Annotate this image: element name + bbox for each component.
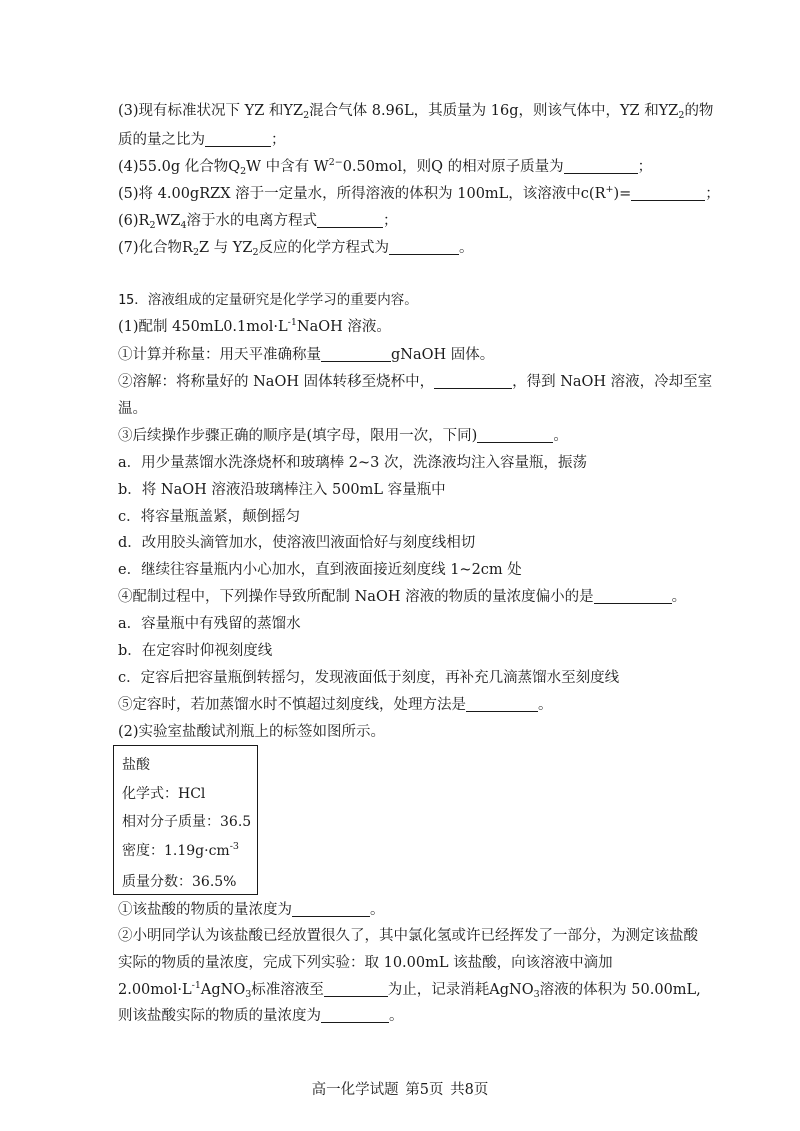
subscript: 2: [252, 247, 259, 258]
q15-result2-line3: [118, 980, 701, 1000]
text: ③后续操作步骤正确的顺序是(填字母，限用一次，下同): [118, 428, 478, 444]
answer-blank[interactable]: [321, 1006, 389, 1023]
text: 溶于水的电离方程式: [186, 213, 318, 229]
text: ⑤定容时，若加蒸馏水时不慎超过刻度线，处理方法是: [118, 697, 466, 713]
label-molar-mass: 相对分子质量：36.5: [122, 814, 252, 830]
q15-title: 15．溶液组成的定量研究是化学学习的重要内容。: [118, 292, 418, 308]
text: WZ: [155, 213, 181, 229]
q15-option-a: a．用少量蒸馏水洗涤烧杯和玻璃棒 2~3 次，洗涤液均注入容量瓶，振荡: [118, 455, 587, 471]
q15-part1: [118, 317, 391, 337]
answer-blank[interactable]: [321, 345, 391, 362]
text: ；: [383, 213, 398, 229]
footer-course: 高一化学试题: [311, 1082, 399, 1098]
answer-blank[interactable]: [466, 695, 538, 712]
text: ①计算并称量：用天平准确称量: [118, 347, 321, 363]
footer-total-pages: 共8页: [450, 1082, 489, 1098]
text: 标准溶液至: [251, 982, 324, 998]
q15-option-c: c．将容量瓶盖紧，颠倒摇匀: [118, 509, 301, 525]
q15-step2-cont: 温。: [118, 401, 147, 417]
text: (1)配制 450mL0.1mol·L: [118, 319, 288, 335]
answer-blank[interactable]: [564, 157, 638, 174]
answer-blank[interactable]: [317, 211, 383, 228]
subscript: 2: [678, 110, 685, 121]
q14-part7: [118, 238, 474, 258]
text: ②溶解：将称量好的 NaOH 固体转移至烧杯中，: [118, 374, 435, 390]
q15-part2: (2)实验室盐酸试剂瓶上的标签如图所示。: [118, 724, 386, 740]
subscript: 3: [533, 989, 540, 1000]
q15-option-d: d．改用胶头滴管加水，使溶液凹液面恰好与刻度线相切: [118, 535, 476, 551]
text: 。: [671, 589, 687, 605]
answer-blank[interactable]: [205, 130, 271, 147]
text: 质的量之比为: [118, 132, 205, 148]
text: W 中含有 W: [246, 159, 329, 175]
label-density: [122, 841, 239, 861]
answer-blank[interactable]: [292, 900, 370, 917]
answer-blank[interactable]: [434, 372, 512, 389]
q15-option-e: e．继续往容量瓶内小心加水，直到液面接近刻度线 1~2cm 处: [118, 562, 522, 578]
q15-step4-option-c: c．定容后把容量瓶倒转摇匀，发现液面低于刻度，再补充几滴蒸馏水至刻度线: [118, 670, 620, 686]
subscript: 4: [180, 220, 187, 231]
superscript: 2−: [328, 157, 343, 168]
answer-blank[interactable]: [389, 238, 459, 255]
text: 。: [389, 1008, 404, 1024]
q15-step2: [118, 372, 712, 392]
text: (4)55.0g 化合物Q: [118, 159, 241, 175]
answer-blank[interactable]: [324, 980, 388, 997]
q14-part6: [118, 211, 398, 231]
text: )=: [613, 186, 632, 202]
text: AgNO: [200, 982, 246, 998]
q15-result2-line1: ②小明同学认为该盐酸已经放置很久了，其中氯化氢或许已经挥发了一部分，为测定该盐酸: [118, 928, 698, 944]
text: 。: [459, 240, 474, 256]
answer-blank[interactable]: [477, 426, 553, 443]
subscript: 3: [245, 989, 252, 1000]
text: 的物: [684, 103, 714, 119]
q15-result2-line2: 实际的物质的量浓度，完成下列实验：取 10.00mL 该盐酸，向该溶液中滴加: [118, 955, 613, 971]
q15-step5: [118, 695, 553, 715]
q15-step4-option-b: b．在定容时仰视刻度线: [118, 643, 273, 659]
label-formula: 化学式：HCl: [122, 786, 206, 802]
subscript: 2: [303, 110, 310, 121]
footer-page-number: 第5页: [405, 1082, 444, 1098]
text: 。: [538, 697, 553, 713]
page-footer: [0, 1080, 800, 1100]
subscript: 2: [149, 220, 156, 231]
text: 混合气体 8.96L，其质量为 16g，则该气体中，YZ 和YZ: [309, 103, 679, 119]
text: 为止，记录消耗AgNO: [387, 982, 534, 998]
superscript: -1: [191, 980, 201, 991]
text: Z 与 YZ: [199, 240, 253, 256]
q15-option-b: b．将 NaOH 溶液沿玻璃棒注入 500mL 容量瓶中: [118, 482, 446, 498]
q15-step4: [118, 587, 686, 607]
q14-part3-line2: [118, 130, 286, 150]
text: ；: [637, 159, 653, 175]
text: 溶液的体积为 50.00mL,: [539, 982, 701, 998]
text: (6)R: [118, 213, 150, 229]
superscript: +: [605, 184, 614, 195]
text: 反应的化学方程式为: [258, 240, 390, 256]
q15-result1: [118, 900, 385, 920]
text: 则该盐酸实际的物质的量浓度为: [118, 1008, 321, 1024]
q14-part5: [118, 184, 720, 204]
q15-step1: [118, 345, 494, 365]
superscript: -3: [229, 841, 239, 852]
text: NaOH 溶液。: [296, 319, 391, 335]
q15-step4-option-a: a．容量瓶中有残留的蒸馏水: [118, 616, 301, 632]
text: ；: [271, 132, 286, 148]
text: (7)化合物R: [118, 240, 193, 256]
reagent-label-box: [113, 745, 258, 895]
q14-part4: [118, 157, 652, 177]
text: 密度：1.19g·cm: [122, 843, 230, 859]
text: ；: [705, 186, 720, 202]
label-mass-fraction: 质量分数：36.5%: [122, 874, 237, 890]
text: ①该盐酸的物质的量浓度为: [118, 902, 292, 918]
q14-part3-line1: [118, 101, 713, 121]
text: ④配制过程中，下列操作导致所配制 NaOH 溶液的物质的量浓度偏小的是: [118, 589, 594, 605]
answer-blank[interactable]: [594, 587, 672, 604]
answer-blank[interactable]: [631, 184, 705, 201]
subscript: 2: [192, 247, 200, 258]
subscript: 2: [240, 166, 247, 177]
q15-step3: [118, 426, 568, 446]
text: ，得到 NaOH 溶液，冷却至室: [512, 374, 713, 390]
q15-result2-line4: [118, 1006, 404, 1026]
text: 0.50mol，则Q 的相对原子质量为: [342, 159, 564, 175]
superscript: -1: [287, 317, 297, 328]
text: gNaOH 固体。: [391, 347, 495, 363]
text: 。: [370, 902, 385, 918]
label-name: 盐酸: [122, 757, 150, 773]
text: 。: [553, 428, 568, 444]
text: (5)将 4.00gRZX 溶于一定量水，所得溶液的体积为 100mL，该溶液中c(R: [118, 186, 606, 202]
text: 2.00mol·L: [118, 982, 192, 998]
text: (3)现有标准状况下 YZ 和YZ: [118, 103, 304, 119]
